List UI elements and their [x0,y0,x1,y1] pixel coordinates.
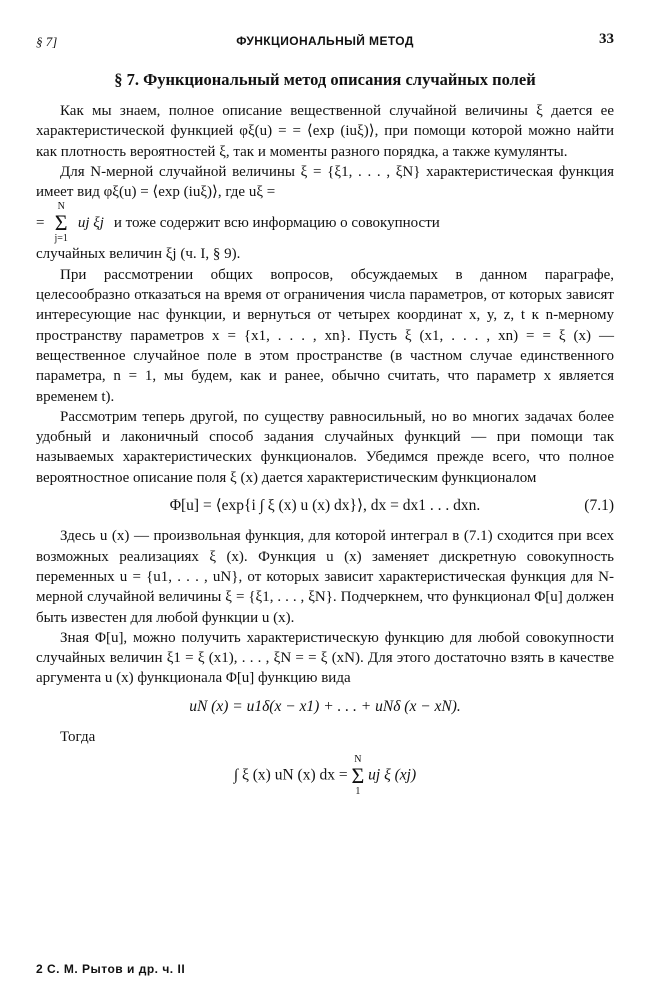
sum-expression-line [36,202,614,244]
page-number: 33 [599,31,614,47]
equation-uN [36,697,614,717]
body-text [36,101,614,807]
paragraph: Для N-мерной случайной величины ξ = {ξ1, . . . , ξN} характеристическая функция имеет вид φξ(u) = ⟨exp (iuξ)⟩, где uξ = [36,163,614,201]
paragraph: Зная Φ[u], можно получить характеристическую функцию для любой совокупности случайных величин ξ1 = ξ (x1), . . . , ξN = = ξ (xN). Для этого достаточно взять в качестве аргумента u (x) функционала Φ[u] функцию вида [36,629,614,687]
sum-term: uj ξj [77,215,104,232]
paragraph: Здесь u (x) — произвольная функция, для которой интеграл в (7.1) сходится при всех возможных реализациях ξ (x). Функция u (x) заменяет дискретную совокупность переменных u = {u1, . . . , uN}, от которых зависит характеристическая функция для N-мерной случайной величины ξ = {ξ1, . . . , ξN}. Подчеркнем, что функционал Φ[u] должен быть известен для любой функции u (x). [36,528,614,626]
page-header [36,30,614,52]
summation [351,755,364,797]
summation [54,202,67,244]
header-section-ref: § 7] [36,34,58,49]
sigma-symbol: Σ [54,210,68,236]
final-term: uj ξ (xj) [368,766,417,784]
section-title: § 7. Функциональный метод описания случайных полей [114,70,536,89]
sum-lhs: = [36,215,45,232]
sum-lower-limit: 1 [355,786,361,798]
equation-body: Φ[u] = ⟨exp{i ∫ ξ (x) u (x) dx}⟩, dx = dx1 . . . dxn. [169,497,481,515]
header-running-title: ФУНКЦИОНАЛЬНЫЙ МЕТОД [236,34,414,48]
page-footer-signature: 2 С. М. Рытов и др. ч. II [36,962,186,976]
equation-final [36,755,614,797]
paragraph: При рассмотрении общих вопросов, обсуждаемых в данном параграфе, целесообразно отказаться на время от ограничения числа параметров, от которых зависят интересующие нас функции, и вернуться от четырех координат x, y, z, t к n-мерному пространству параметров x = {x1, . . . , xn}. Пусть ξ (x1, . . . , xn) = = ξ (x) — вещественное случайное поле в этом пространстве (в частном случае единственного параметра, n = 1, мы будем, как и ранее, обычно считать, что параметр x является временем t). [36,266,614,405]
sigma-symbol: Σ [351,763,365,789]
sum-line-text: и тоже содержит всю информацию о совокупности [113,215,440,232]
paragraph: Как мы знаем, полное описание вещественной случайной величины ξ дается ее характеристической функцией φξ(u) = = ⟨exp (iuξ)⟩, при помощи которой можно найти как плотность вероятностей ξ, так и моменты разного порядка, а также кумулянты. [36,103,614,160]
paragraph: Тогда [60,729,96,746]
final-lhs: ∫ ξ (x) uN (x) dx = [233,766,352,784]
equation-number: (7.1) [584,497,614,515]
sum-upper-limit: N [354,754,362,766]
sum-upper-limit: N [57,201,65,213]
equation-body: uN (x) = u1δ(x − x1) + . . . + uNδ (x − xN). [189,697,461,715]
sum-lower-limit: j=1 [54,233,68,245]
paragraph: Рассмотрим теперь другой, по существу равносильный, но во многих задачах более удобный и лаконичный способ задания случайных функций — при помощи так называемых характеристических функционалов. Убедимся прежде всего, что полное вероятностное описание поля ξ (x) дается характеристическим функционалом [36,408,614,486]
equation-7-1 [36,496,614,516]
paragraph: случайных величин ξj (ч. I, § 9). [36,246,241,263]
